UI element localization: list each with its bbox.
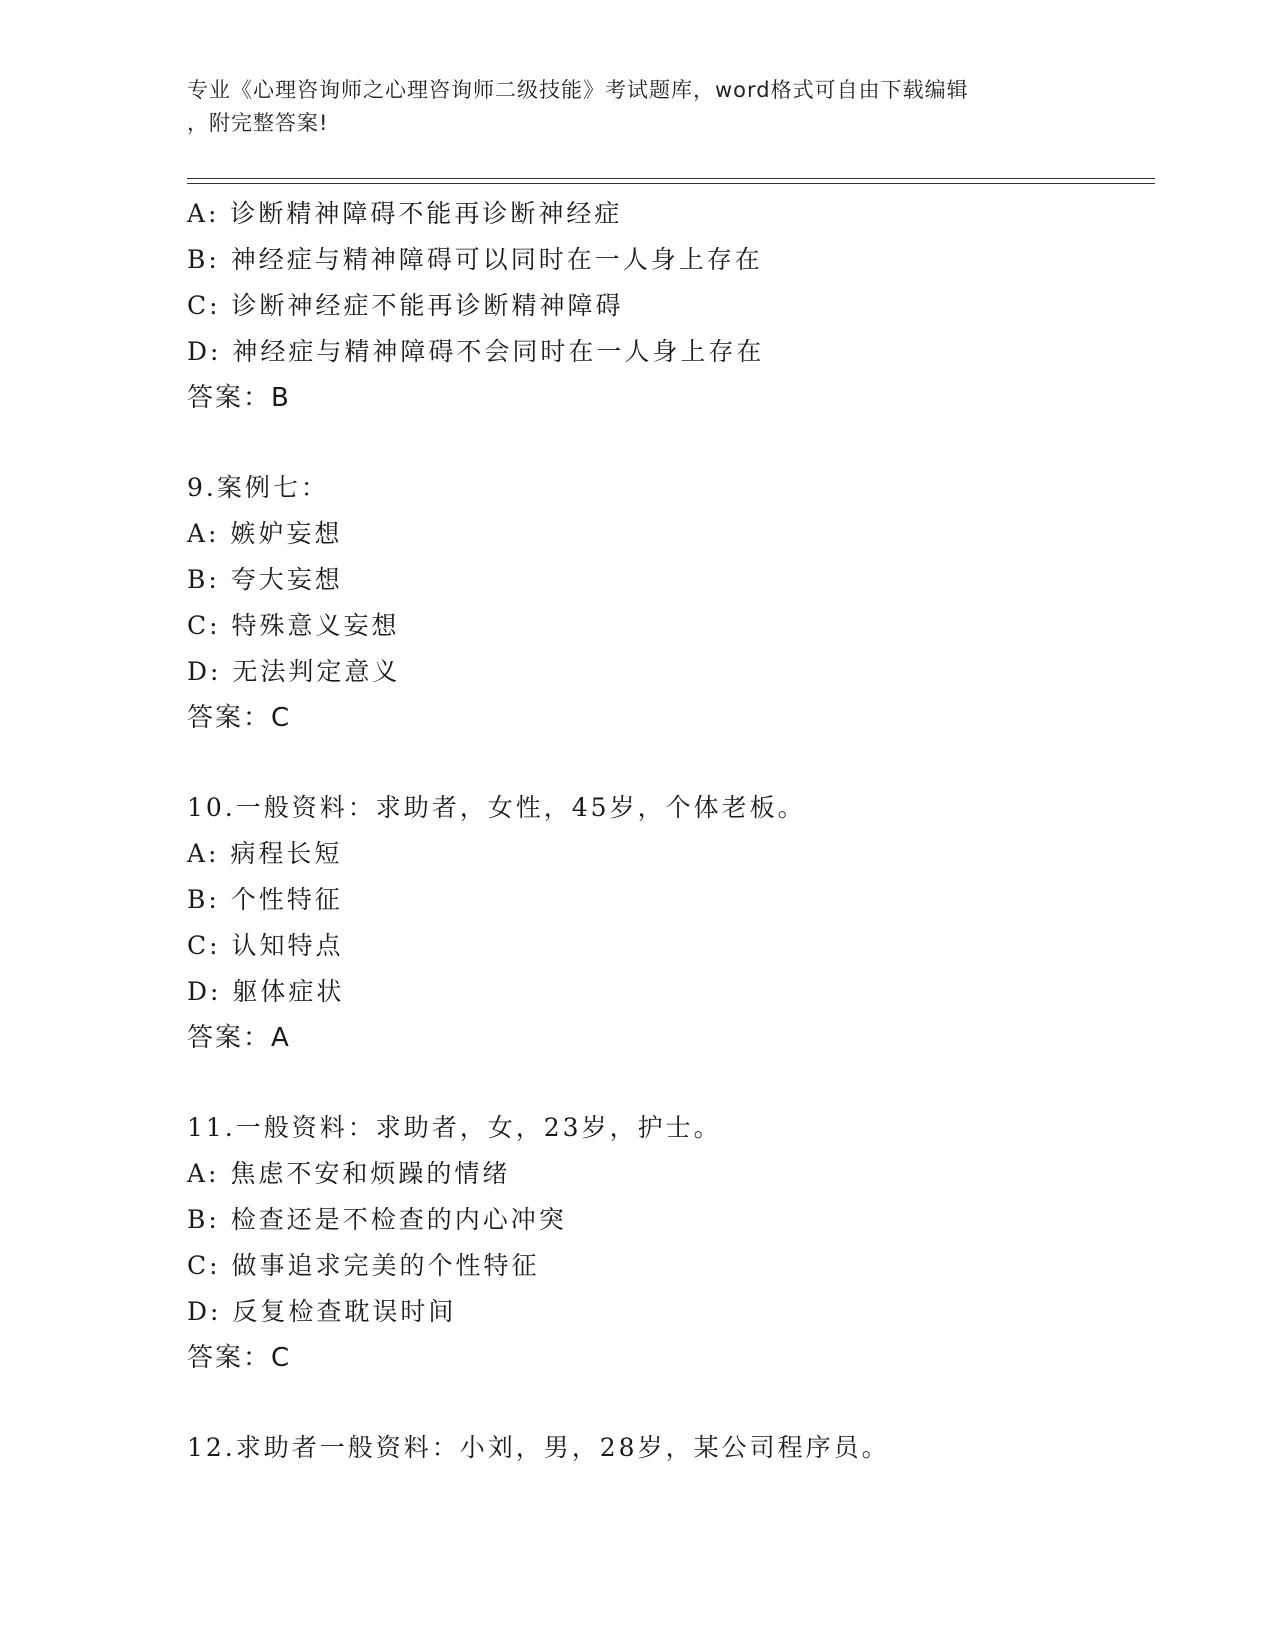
question-title: 9.案例七：: [187, 473, 329, 502]
question-list: [187, 191, 1147, 1471]
question-title: 10.一般资料：求助者，女性，45岁，个体老板。: [187, 793, 806, 822]
answer-line: 答案：C: [187, 703, 292, 733]
question-10: [187, 785, 1147, 1061]
question-8: [187, 191, 1147, 421]
header-title-line-2: ，附完整答案!: [187, 111, 329, 135]
option-b: B: 夸大妄想: [187, 565, 343, 594]
question-title: 12.求助者一般资料：小刘，男，28岁，某公司程序员。: [187, 1433, 890, 1462]
option-d: D: 反复检查耽误时间: [187, 1297, 457, 1326]
option-c: C: 认知特点: [187, 931, 344, 960]
option-c: C: 特殊意义妄想: [187, 611, 400, 640]
question-12: [187, 1425, 1147, 1471]
header-divider-bottom: [187, 183, 1155, 184]
answer-line: 答案：A: [187, 1023, 291, 1053]
option-a: A: 病程长短: [187, 839, 343, 868]
option-c: C: 诊断神经症不能再诊断精神障碍: [187, 291, 624, 320]
answer-line: 答案：B: [187, 383, 291, 413]
question-title: 11.一般资料：求助者，女，23岁，护士。: [187, 1113, 722, 1142]
question-9: [187, 465, 1147, 741]
header-divider-top: [187, 178, 1155, 179]
option-b: B: 神经症与精神障碍可以同时在一人身上存在: [187, 245, 763, 274]
option-d: D: 无法判定意义: [187, 657, 401, 686]
option-b: B: 检查还是不检查的内心冲突: [187, 1205, 567, 1234]
answer-line: 答案：C: [187, 1343, 292, 1373]
header-title-line-1: 专业《心理咨询师之心理咨询师二级技能》考试题库，word格式可自由下载编辑: [187, 78, 969, 102]
option-d: D: 躯体症状: [187, 977, 345, 1006]
option-a: A: 嫉妒妄想: [187, 519, 343, 548]
option-b: B: 个性特征: [187, 885, 343, 914]
document-header: [187, 74, 1087, 140]
option-a: A: 诊断精神障碍不能再诊断神经症: [187, 199, 623, 228]
option-a: A: 焦虑不安和烦躁的情绪: [187, 1159, 511, 1188]
option-c: C: 做事追求完美的个性特征: [187, 1251, 540, 1280]
question-11: [187, 1105, 1147, 1381]
option-d: D: 神经症与精神障碍不会同时在一人身上存在: [187, 337, 765, 366]
